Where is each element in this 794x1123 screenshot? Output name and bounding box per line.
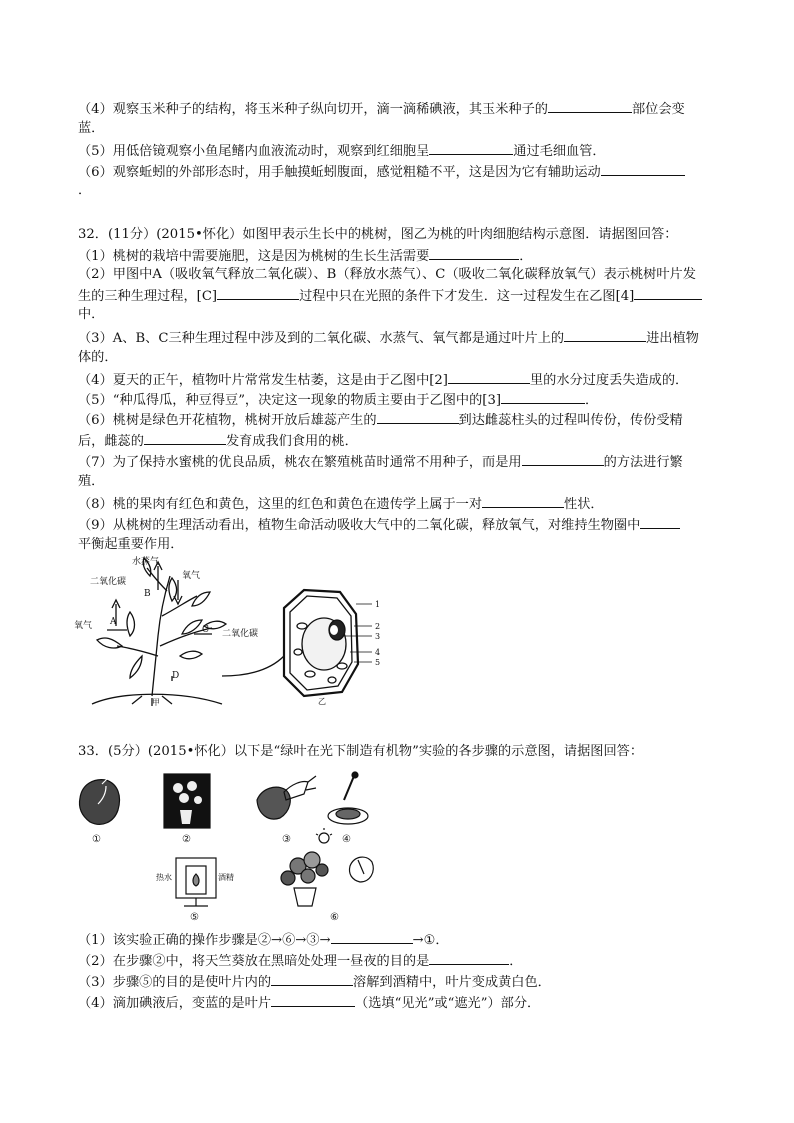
text: 中． — [78, 307, 105, 322]
text: （2）甲图中A（吸收氧气释放二氧化碳）、B（释放水蒸气）、C（吸收二氧化碳释放氧气）表示桃树叶片发 — [78, 267, 696, 282]
label-water-vapor: 水蒸气 — [132, 557, 160, 567]
text: 里的水分过度丢失造成的． — [529, 373, 689, 388]
text: （7）为了保持水蜜桃的优良品质，桃农在繁殖桃苗时通常不用种子，而是用 — [78, 455, 522, 470]
text: 蓝． — [78, 121, 105, 136]
text: （4）夏天的正午，植物叶片常常发生枯萎，这是由于乙图中[2] — [78, 373, 448, 388]
text: （4）滴加碘液后，变蓝的是叶片 — [78, 996, 272, 1011]
text: 生的三种生理过程，[C] — [78, 289, 218, 304]
text: 通过毛细血管． — [513, 144, 606, 159]
text: （1）桃树的栽培中需要施肥，这是因为桃树的生长生活需要 — [78, 249, 430, 264]
text: 部位会变 — [631, 102, 685, 117]
answer-blank[interactable] — [501, 390, 585, 404]
answer-blank[interactable] — [548, 99, 632, 113]
step3-covering-leaf — [257, 776, 316, 819]
text: （1）该实验正确的操作步骤是②→⑥→③→ — [78, 933, 331, 948]
step-label-4: ④ — [342, 834, 351, 845]
label-C: C — [202, 625, 209, 635]
q32-line9-cont — [78, 536, 184, 554]
cell-label-4: 4 — [375, 648, 381, 657]
text: （4）观察玉米种子的结构，将玉米种子纵向切开，滴一滴稀碘液，其玉米种子的 — [78, 102, 548, 117]
q31-line4-cont — [78, 120, 104, 138]
answer-blank[interactable] — [482, 494, 564, 508]
text: 的方法进行繁 — [603, 455, 683, 470]
text: 到达雌蕊柱头的过程叫传份，传份受精 — [458, 413, 683, 428]
answer-blank[interactable] — [144, 431, 226, 445]
text: ． — [585, 393, 599, 408]
label-co2-right: 二氧化碳 — [222, 629, 259, 639]
q32-line7 — [78, 452, 683, 472]
answer-blank[interactable] — [429, 951, 509, 965]
answer-blank[interactable] — [640, 515, 680, 529]
text: 进出植物 — [646, 331, 699, 346]
q33-line4 — [78, 993, 540, 1013]
leaf-cell-drawing — [284, 590, 372, 696]
text: （6）观察蚯蚓的外部形态时，用手触摸蚯蚓腹面，感觉粗糙不平，这是因为它有辅助运动 — [78, 165, 601, 180]
answer-blank[interactable] — [271, 972, 353, 986]
text: 发育成我们食用的桃． — [225, 434, 358, 449]
text: ． — [519, 249, 533, 264]
cell-label-3: 3 — [375, 632, 381, 641]
q33-line1 — [78, 930, 449, 950]
q32-line2-end — [78, 306, 104, 324]
step5-water-bath — [176, 858, 216, 906]
text: （3）步骤⑤的目的是使叶片内的 — [78, 975, 272, 990]
answer-blank[interactable] — [564, 328, 646, 342]
text: （5）“种瓜得瓜，种豆得豆”，决定这一现象的物质主要由于乙图中的[3] — [78, 393, 501, 408]
photosynthesis-experiment-figure — [72, 770, 382, 925]
label-A: A — [110, 617, 117, 627]
label-B: B — [144, 589, 151, 599]
step2-dark-box — [164, 774, 210, 828]
text: 殖． — [78, 474, 105, 489]
answer-blank[interactable] — [634, 286, 702, 300]
text: 体的． — [78, 350, 118, 365]
q32-line7-cont — [78, 473, 104, 491]
q32-line8 — [78, 494, 604, 514]
label-co2-left: 二氧化碳 — [90, 577, 127, 587]
label-jia: 甲 — [152, 698, 160, 706]
text: ． — [509, 954, 523, 969]
q32-heading — [78, 226, 678, 244]
q32-line2-cont — [78, 286, 702, 306]
q32-line1 — [78, 246, 532, 266]
label-o2-left: 氧气 — [74, 621, 93, 631]
text: （9）从桃树的生理活动看出，植物生命活动吸收大气中的二氧化碳，释放氧气，对维持生物圈中 — [78, 518, 641, 533]
text: （3）A、B、C三种生理过程中涉及到的二氧化碳、水蒸气、氧气都是通过叶片上的 — [78, 331, 565, 346]
q31-line6-cont — [78, 182, 91, 200]
text: →①． — [412, 933, 449, 948]
text: 后，雌蕊的 — [78, 434, 144, 449]
label-alcohol: 酒精 — [218, 873, 234, 882]
step6-sun-and-plant — [281, 828, 373, 906]
text: 溶解到酒精中，叶片变成黄白色． — [353, 975, 551, 990]
q32-line6-cont — [78, 431, 358, 451]
label-o2-top: 氧气 — [182, 571, 201, 581]
answer-blank[interactable] — [601, 162, 685, 176]
q33-line2 — [78, 951, 522, 971]
peach-tree-figure — [72, 556, 382, 706]
q31-line4 — [78, 99, 685, 119]
q32-line5 — [78, 390, 598, 410]
step-label-1: ① — [92, 834, 101, 845]
step-label-5: ⑤ — [190, 912, 199, 923]
q32-line3 — [78, 328, 699, 348]
text: 性状． — [564, 497, 604, 512]
answer-blank[interactable] — [429, 246, 519, 260]
text: （5）用低倍镜观察小鱼尾鳍内血液流动时，观察到红细胞呈 — [78, 144, 430, 159]
label-hot-water: 热水 — [156, 873, 172, 882]
text: （6）桃树是绿色开花植物，桃树开放后雄蕊产生的 — [78, 413, 377, 428]
q33-heading — [78, 743, 643, 761]
answer-blank[interactable] — [271, 993, 355, 1007]
q31-line6 — [78, 162, 685, 182]
text: 过程中只在光照的条件下才发生．这一过程发生在乙图[4] — [299, 289, 635, 304]
cell-label-2: 2 — [375, 622, 381, 631]
answer-blank[interactable] — [429, 141, 513, 155]
text: （选填“见光”或“遮光”）部分． — [355, 996, 541, 1011]
q32-line9 — [78, 515, 680, 535]
q32-line6 — [78, 410, 683, 430]
q33-line3 — [78, 972, 551, 992]
answer-blank[interactable] — [448, 370, 530, 384]
answer-blank[interactable] — [377, 410, 459, 424]
label-yi: 乙 — [318, 697, 326, 706]
label-D: D — [172, 671, 180, 681]
cell-label-1: 1 — [375, 600, 381, 609]
text: ． — [78, 183, 92, 198]
cell-label-5: 5 — [375, 658, 381, 667]
step-label-2: ② — [182, 834, 191, 845]
answer-blank[interactable] — [217, 286, 299, 300]
text: （8）桃的果肉有红色和黄色，这里的红色和黄色在遗传学上属于一对 — [78, 497, 483, 512]
answer-blank[interactable] — [522, 452, 604, 466]
q32-line4 — [78, 370, 688, 390]
step-label-3: ③ — [282, 834, 291, 845]
q31-line5 — [78, 141, 606, 161]
text: 32．(11分）(2015•怀化）如图甲表示生长中的桃树，图乙为桃的叶肉细胞结构示意图．请据图回答： — [78, 227, 678, 242]
text: （2）在步骤②中，将天竺葵放在黑暗处处理一昼夜的目的是 — [78, 954, 430, 969]
step1-leaf — [79, 778, 119, 824]
answer-blank[interactable] — [331, 930, 413, 944]
q32-line2 — [78, 266, 696, 284]
q32-line3-cont — [78, 349, 118, 367]
step-label-6: ⑥ — [330, 912, 339, 923]
text: 33．(5分）(2015•怀化）以下是“绿叶在光下制造有机物”实验的各步骤的示意图，请据图回答： — [78, 744, 644, 759]
text: 平衡起重要作用． — [78, 537, 184, 552]
step4-iodine-dish — [328, 772, 368, 824]
